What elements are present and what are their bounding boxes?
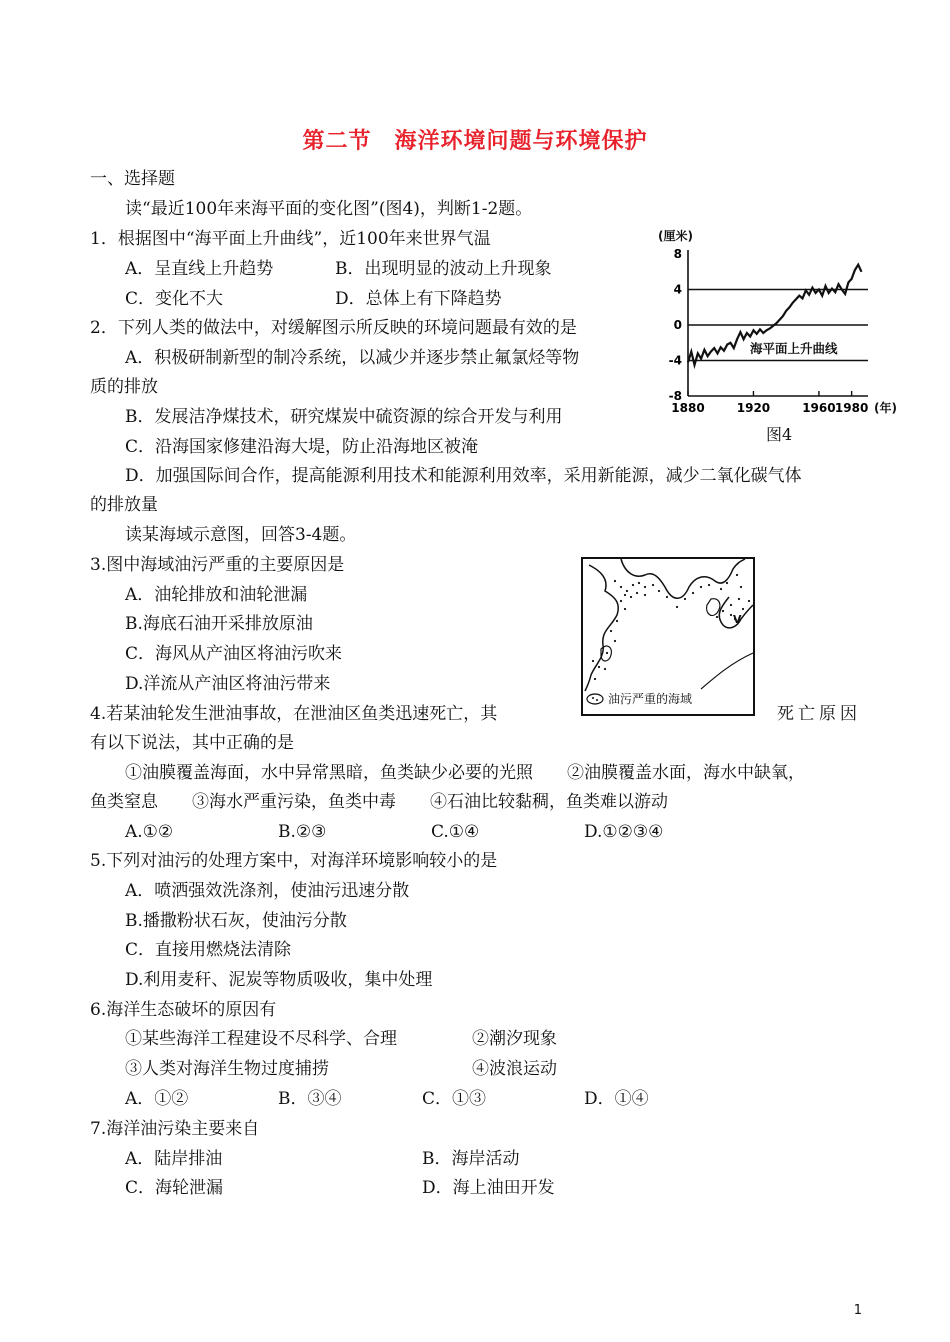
q1-option-d: D．总体上有下降趋势 — [335, 289, 502, 309]
oil-dot — [616, 620, 618, 622]
q1-stem: 1．根据图中“海平面上升曲线”，近100年来世界气温 — [90, 229, 491, 249]
q7-option-b: B．海岸活动 — [422, 1149, 520, 1169]
q4-statements: ①油膜覆盖海面，水中异常黑暗，鱼类缺少必要的光照 ②油膜覆盖水面，海水中缺氧， — [125, 763, 805, 783]
oil-dot — [604, 668, 606, 670]
q6-stem: 6.海洋生态破坏的原因有 — [90, 1000, 277, 1020]
oil-dot — [626, 590, 628, 592]
q4-option-d: D.①②③④ — [584, 822, 664, 842]
chart-year-unit: (年) — [874, 401, 897, 415]
chart-y-tick-label: 8 — [673, 247, 682, 261]
sea-area-map — [581, 557, 756, 717]
intro-q3-4: 读某海域示意图，回答3-4题。 — [125, 525, 357, 545]
q7-stem: 7.海洋油污染主要来自 — [90, 1119, 260, 1139]
q1-option-c: C．变化不大 — [125, 289, 224, 309]
oil-dot — [722, 610, 724, 612]
oil-dot — [652, 584, 654, 586]
chart-y-tick-label: -4 — [668, 353, 682, 368]
oil-dot — [638, 582, 640, 584]
page-number: 1 — [853, 1303, 862, 1318]
q2-option-b: B．发展洁净煤技术，研究煤炭中硫资源的综合开发与利用 — [125, 407, 563, 427]
q2-option-c: C．沿海国家修建沿海大堤，防止沿海地区被淹 — [125, 437, 479, 457]
q5-stem: 5.下列对油污的处理方案中，对海洋环境影响较小的是 — [90, 851, 498, 871]
oil-dot — [620, 600, 622, 602]
q5-option-d: D.利用麦秆、泥炭等物质吸收，集中处理 — [125, 970, 433, 990]
oil-dot — [726, 582, 728, 584]
q1-option-a: A．呈直线上升趋势 — [125, 259, 274, 279]
oil-dot — [624, 594, 626, 596]
q4-option-b: B.②③ — [278, 822, 327, 842]
q3-option-d: D.洋流从产油区将油污带来 — [125, 674, 331, 694]
oil-dot — [592, 660, 594, 662]
chart-x-tick-label: 1980 — [834, 401, 869, 415]
oil-dot — [700, 586, 702, 588]
oil-dot — [624, 608, 626, 610]
oil-dot — [730, 604, 732, 606]
oil-dot — [692, 592, 694, 594]
oil-dot — [598, 666, 600, 668]
q4-stem-right: 死亡原因 — [777, 704, 861, 724]
chart-x-tick-label: 1920 — [736, 401, 771, 415]
q3-option-a: A．油轮排放和油轮泄漏 — [125, 585, 308, 605]
oil-dot — [730, 614, 732, 616]
q2-option-d-cont: 的排放量 — [90, 495, 158, 515]
q2-option-d: D．加强国际间合作，提高能源利用技术和能源利用效率，采用新能源，减少二氧化碳气体 — [125, 466, 802, 486]
oil-dot — [636, 592, 638, 594]
q6-statement-3: ③人类对海洋生物过度捕捞 — [125, 1059, 329, 1079]
oil-dot — [606, 652, 608, 654]
q6-option-a: A．①② — [125, 1089, 189, 1109]
chart-unit-label: (厘米) — [658, 229, 693, 243]
oil-dot — [614, 640, 616, 642]
q7-option-c: C．海轮泄漏 — [125, 1178, 224, 1198]
chart-x-tick-label: 1960 — [802, 401, 836, 415]
oil-dot — [676, 606, 678, 608]
oil-dot — [740, 586, 742, 588]
oil-dot — [708, 584, 710, 586]
map-legend-label: 油污严重的海域 — [608, 692, 693, 706]
q6-option-b: B．③④ — [278, 1089, 342, 1109]
map-mark: V — [733, 613, 742, 626]
oil-dot — [644, 594, 646, 596]
oil-dot — [658, 590, 660, 592]
oil-dot — [620, 586, 622, 588]
oil-dot — [720, 588, 722, 590]
oil-dot — [610, 630, 612, 632]
oil-dot — [742, 608, 744, 610]
q2-option-a-cont: 质的排放 — [90, 377, 158, 397]
q5-option-c: C．直接用燃烧法清除 — [125, 940, 292, 960]
oil-dot — [630, 596, 632, 598]
chart-y-tick-label: 4 — [673, 282, 682, 297]
q4-option-a: A.①② — [125, 822, 174, 842]
q4-statements-cont: 鱼类窒息 ③海水严重污染，鱼类中毒 ④石油比较黏稠，鱼类难以游动 — [90, 792, 668, 812]
oil-dot — [594, 678, 596, 680]
q7-option-a: A．陆岸排油 — [125, 1149, 223, 1169]
q3-stem: 3.图中海域油污严重的主要原因是 — [90, 555, 345, 575]
q1-option-b: B．出现明显的波动上升现象 — [335, 259, 552, 279]
q7-option-d: D．海上油田开发 — [422, 1178, 555, 1198]
sea-level-chart — [650, 224, 915, 454]
oil-dot — [684, 598, 686, 600]
q4-stem: 4.若某油轮发生泄油事故，在泄油区鱼类迅速死亡，其 — [90, 704, 498, 724]
q6-option-d: D．①④ — [584, 1089, 649, 1109]
chart-y-tick-label: 0 — [673, 318, 682, 332]
oil-dot — [736, 574, 738, 576]
q6-statement-1: ①某些海洋工程建设不尽科学、合理 — [125, 1029, 397, 1049]
oil-dot — [666, 596, 668, 598]
q3-option-c: C．海风从产油区将油污吹来 — [125, 644, 343, 664]
legend-oil-dot — [592, 697, 594, 699]
oil-dot — [716, 616, 718, 618]
q3-option-b: B.海底石油开采排放原油 — [125, 614, 313, 634]
oil-dot — [632, 584, 634, 586]
q6-option-c: C．①③ — [422, 1089, 487, 1109]
oil-dot — [738, 598, 740, 600]
q6-statement-2: ②潮汐现象 — [472, 1029, 557, 1049]
intro-q1-2: 读“最近100年来海平面的变化图”(图4)，判断1-2题。 — [125, 199, 533, 219]
oil-dot — [748, 600, 750, 602]
section-heading: 一、选择题 — [90, 169, 175, 189]
curve-label: 海平面上升曲线 — [750, 341, 838, 356]
oil-dot — [644, 586, 646, 588]
q4-option-c: C.①④ — [431, 822, 480, 842]
page-title: 第二节 海洋环境问题与环境保护 — [302, 129, 648, 154]
figure-4-caption: 图4 — [766, 425, 793, 444]
q5-option-a: A．喷洒强效洗涤剂，使油污迅速分散 — [125, 881, 410, 901]
q4-stem-cont: 有以下说法，其中正确的是 — [90, 733, 294, 753]
oil-dot — [614, 580, 616, 582]
chart-y-tick-label: -8 — [668, 389, 682, 403]
q5-option-b: B.播撒粉状石灰，使油污分散 — [125, 911, 347, 931]
q2-stem: 2．下列人类的做法中，对缓解图示所反映的环境问题最有效的是 — [90, 318, 577, 338]
legend-oil-dot — [596, 699, 598, 701]
chart-x-tick-label: 1880 — [671, 401, 705, 415]
q2-option-a: A．积极研制新型的制冷系统，以减少并逐步禁止氟氯烃等物 — [125, 348, 580, 368]
q6-statement-4: ④波浪运动 — [472, 1059, 557, 1079]
